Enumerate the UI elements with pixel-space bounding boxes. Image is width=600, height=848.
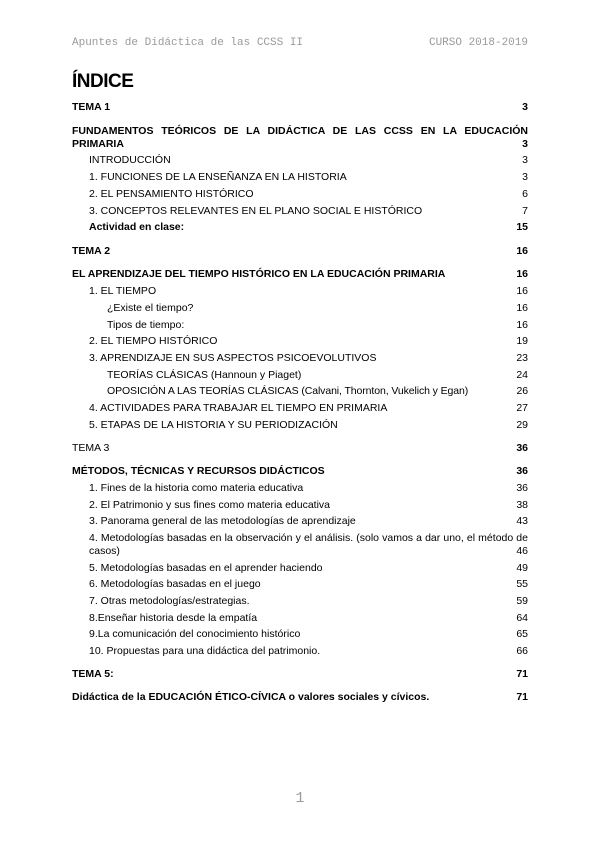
page-title: ÍNDICE bbox=[72, 71, 134, 92]
page-number: 1 bbox=[295, 790, 305, 807]
header-right: CURSO 2018-2019 bbox=[428, 37, 528, 49]
running-header bbox=[72, 37, 528, 49]
header-left: Apuntes de Didáctica de las CCSS II bbox=[72, 37, 304, 49]
